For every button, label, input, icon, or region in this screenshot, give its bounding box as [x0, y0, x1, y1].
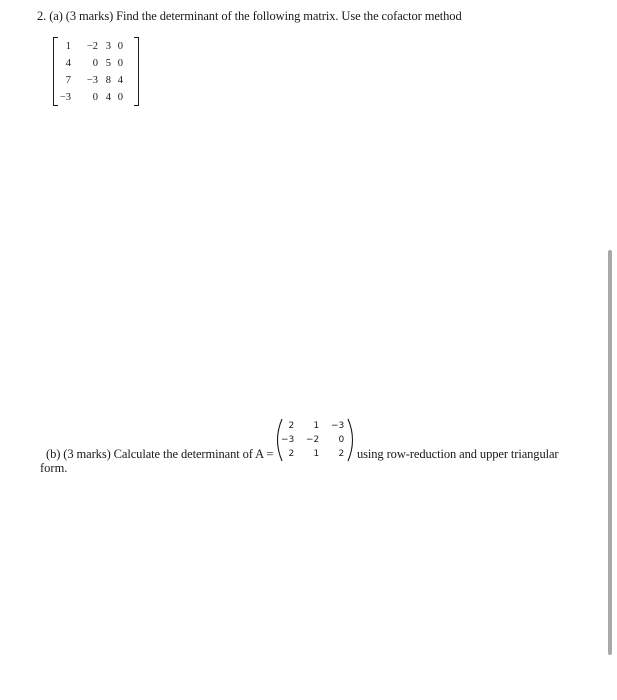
- matrix-a-row: [56, 38, 125, 55]
- matrix-a-cell: 4: [65, 58, 71, 69]
- matrix-a-cell: 5: [105, 58, 111, 69]
- matrix-a-cell: 1: [65, 41, 71, 52]
- matrix-b-row: [281, 419, 344, 433]
- matrix-b-cell: 0: [338, 435, 345, 445]
- vertical-scrollbar[interactable]: [607, 0, 615, 700]
- matrix-a-cell: 4: [105, 92, 111, 103]
- matrix-a-row: [56, 55, 125, 72]
- matrix-a-grid: [56, 38, 125, 106]
- matrix-b-row: [281, 447, 344, 461]
- question-b-text-line2: form.: [40, 461, 68, 475]
- matrix-a-cell: 0: [92, 92, 98, 103]
- matrix-a-cell: 0: [117, 41, 123, 52]
- matrix-b-cell: −2: [306, 435, 320, 445]
- question-a-text: 2. (a) (3 marks) Find the determinant of the following matrix. Use the cofactor method: [37, 9, 462, 23]
- question-b-text: (b) (3 marks) Calculate the determinant of A =: [46, 447, 274, 461]
- question-b-text-continued: using row-reduction and upper triangular: [357, 447, 559, 461]
- matrix-a-cell: −3: [86, 75, 98, 86]
- matrix-a-cell: 4: [117, 75, 123, 86]
- matrix-b-cell: 1: [313, 421, 320, 431]
- matrix-b-cell: −3: [281, 435, 295, 445]
- matrix-b-cell: 2: [288, 421, 295, 431]
- matrix-a-cell: −2: [86, 41, 98, 52]
- matrix-b-grid: [281, 419, 344, 461]
- matrix-a-cell: 0: [92, 58, 98, 69]
- matrix-b-cell: 1: [313, 449, 320, 459]
- matrix-a-cell: 8: [105, 75, 111, 86]
- matrix-b-cell: 2: [338, 449, 345, 459]
- matrix-a-right-bracket: [134, 37, 139, 106]
- scrollbar-thumb[interactable]: [608, 250, 612, 655]
- matrix-a-row: [56, 89, 125, 106]
- matrix-a: [53, 37, 139, 106]
- matrix-a-cell: 0: [117, 58, 123, 69]
- matrix-a-row: [56, 72, 125, 89]
- matrix-a-cell: 3: [105, 41, 111, 52]
- matrix-b-row: [281, 433, 344, 447]
- matrix-b: [272, 418, 358, 462]
- matrix-a-cell: −3: [59, 92, 71, 103]
- matrix-a-cell: 0: [117, 92, 123, 103]
- matrix-b-cell: −3: [331, 421, 345, 431]
- matrix-a-cell: 7: [65, 75, 71, 86]
- matrix-b-cell: 2: [288, 449, 295, 459]
